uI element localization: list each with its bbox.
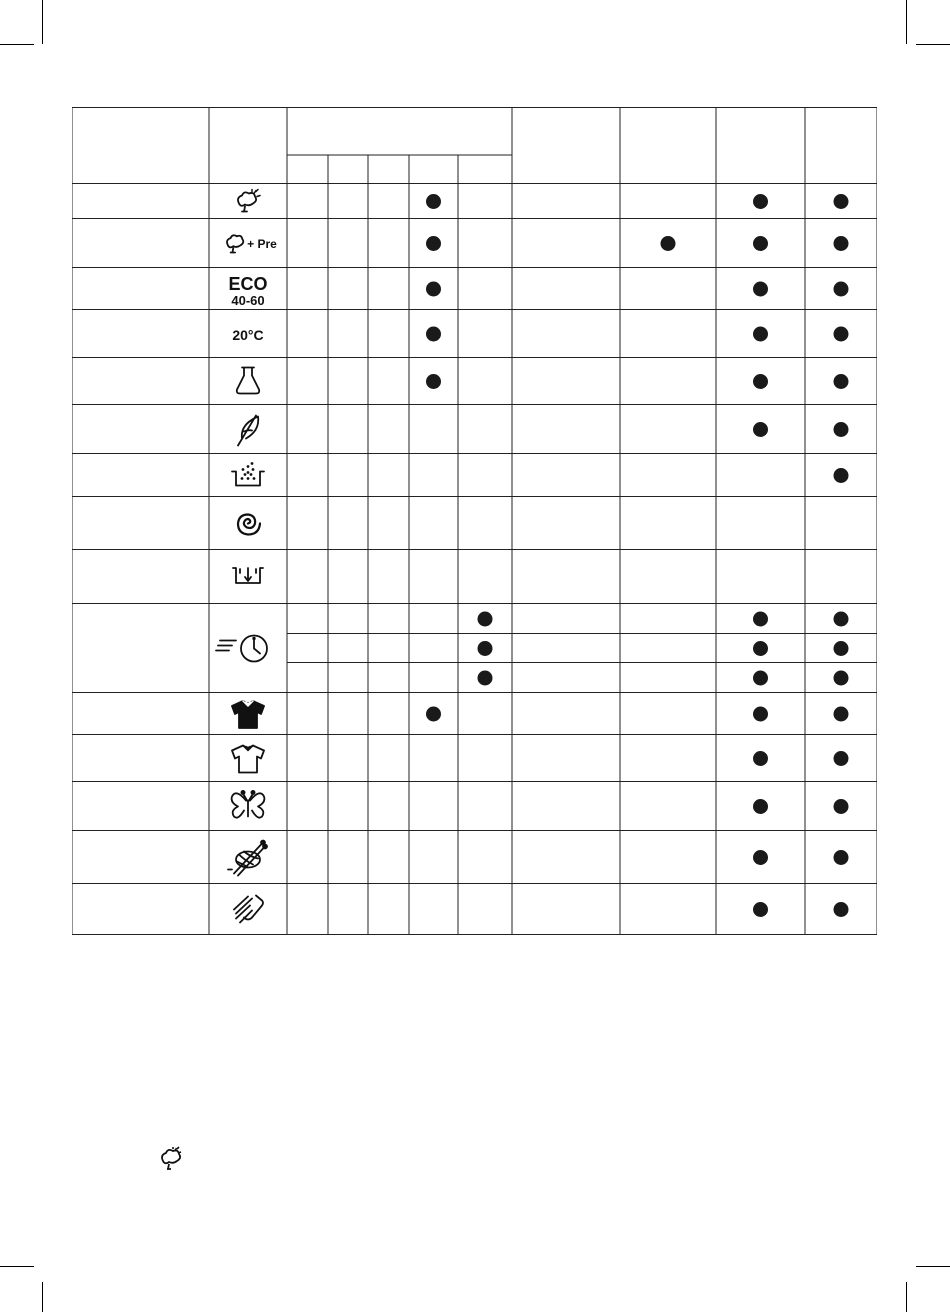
option-dot [753, 671, 768, 686]
option-dot [753, 374, 768, 389]
option-dot [834, 799, 849, 814]
footnote-cotton-icon [158, 1146, 184, 1172]
program-dot [426, 236, 441, 251]
option-dot [753, 236, 768, 251]
program-dot [426, 374, 441, 389]
temp-20c-icon [232, 327, 263, 343]
option-dot [834, 194, 849, 209]
program-dot [478, 641, 493, 656]
option-dot [753, 612, 768, 627]
crop-mark [906, 1282, 907, 1312]
option-dot [834, 641, 849, 656]
option-dot [753, 327, 768, 342]
program-dot [478, 671, 493, 686]
option-dot [753, 422, 768, 437]
crop-mark [42, 1282, 43, 1312]
spin-spiral-icon [238, 515, 260, 535]
crop-mark [916, 1266, 950, 1267]
option-dot [661, 236, 676, 251]
program-table [72, 107, 877, 935]
option-dot [834, 902, 849, 917]
option-dot [753, 641, 768, 656]
cotton-prewash-icon [227, 235, 277, 252]
option-dot [834, 751, 849, 766]
option-dot [753, 194, 768, 209]
rinse-spray-icon [232, 462, 264, 485]
dark-shirt-icon [232, 701, 264, 728]
option-dot [753, 902, 768, 917]
feather-icon [238, 416, 258, 446]
option-dot [753, 282, 768, 297]
option-dot [834, 468, 849, 483]
crop-mark [916, 44, 950, 45]
option-dot [834, 327, 849, 342]
butterfly-icon [232, 791, 265, 818]
program-dot [426, 194, 441, 209]
svg-text:+ Pre: + Pre [247, 237, 277, 251]
program-dot [426, 282, 441, 297]
crop-mark [0, 1266, 34, 1267]
option-dot [753, 850, 768, 865]
option-dot [834, 707, 849, 722]
cotton-icon [238, 190, 260, 212]
option-dot [753, 707, 768, 722]
option-dot [834, 374, 849, 389]
program-table-grid [72, 107, 877, 935]
option-dot [834, 236, 849, 251]
program-dot [426, 707, 441, 722]
shirt-icon [232, 746, 264, 773]
crop-mark [0, 44, 34, 45]
option-dot [753, 799, 768, 814]
flask-icon [237, 368, 259, 394]
svg-text:40-60: 40-60 [231, 293, 265, 308]
option-dot [753, 751, 768, 766]
option-dot [834, 282, 849, 297]
option-dot [834, 850, 849, 865]
crop-mark [42, 0, 43, 44]
option-dot [834, 671, 849, 686]
option-dot [834, 422, 849, 437]
option-dot [834, 612, 849, 627]
svg-text:ECO: ECO [228, 274, 268, 294]
svg-text:20°C: 20°C [232, 327, 264, 343]
crop-mark [906, 0, 907, 44]
program-dot [426, 327, 441, 342]
hand-wash-icon [234, 896, 263, 923]
program-dot [478, 612, 493, 627]
wool-yarn-icon [228, 841, 267, 876]
drain-icon [233, 568, 263, 583]
quick-clock-icon [216, 636, 267, 662]
eco-40-60-icon [228, 274, 267, 308]
